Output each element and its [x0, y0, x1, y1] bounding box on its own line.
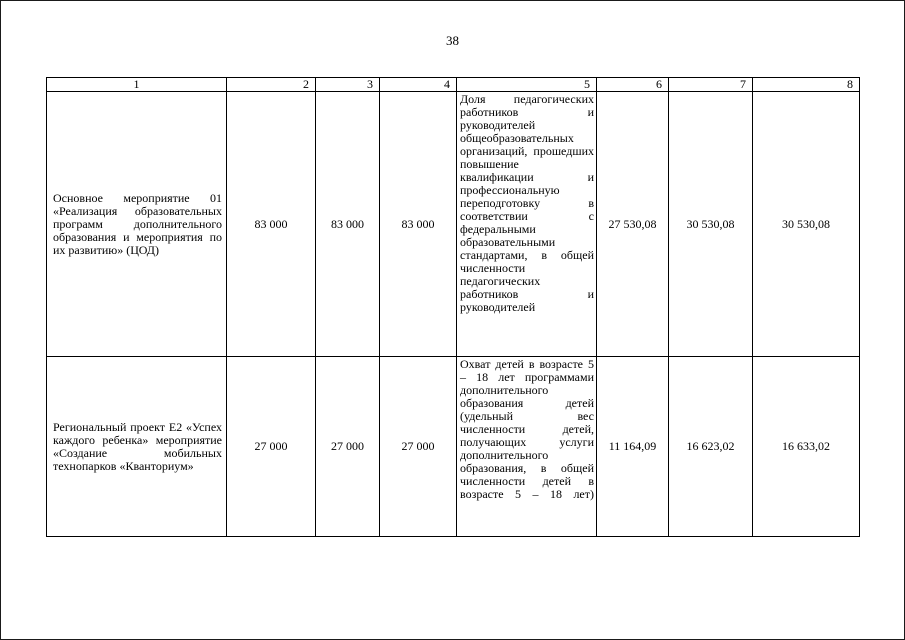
value-cell: 30 530,08 [669, 92, 753, 357]
value-cell: 16 623,02 [669, 357, 753, 537]
column-header: 3 [316, 78, 380, 92]
page-number: 38 [446, 33, 459, 48]
value-cell: 83 000 [227, 92, 316, 357]
table-row [47, 357, 860, 537]
value-cell: 11 164,09 [597, 357, 669, 537]
column-header: 7 [669, 78, 753, 92]
value-cell: 27 000 [380, 357, 457, 537]
column-header: 2 [227, 78, 316, 92]
header-row [47, 78, 860, 92]
column-header: 5 [457, 78, 597, 92]
indicator-cell [457, 357, 597, 537]
data-table [46, 77, 860, 537]
column-header: 1 [47, 78, 227, 92]
column-header: 6 [597, 78, 669, 92]
indicator-cell [457, 92, 597, 357]
value-cell: 27 000 [227, 357, 316, 537]
column-header: 8 [753, 78, 860, 92]
indicator-text: Охват детей в возрасте 5 – 18 лет программами дополнительного образования детей (удельный вес численности детей, получающих услуги дополнительного образования, в общей численности детей в возрасте 5 – 18 лет) [460, 357, 594, 501]
value-cell: 27 530,08 [597, 92, 669, 357]
event-cell: Основное мероприятие 01 «Реализация образовательных программ дополнительного образования и мероприятия по их развитию» (ЦОД) [47, 92, 227, 357]
value-cell: 27 000 [316, 357, 380, 537]
value-cell: 16 633,02 [753, 357, 860, 537]
value-cell: 83 000 [316, 92, 380, 357]
indicator-text: Доля педагогических работников и руководителей общеобразовательных организаций, прошедших повышение квалификации и профессиональную переподготовку в соответствии с федеральными образовательными стандартами, в общей численности педагогических работников и руководителей [460, 92, 594, 314]
event-cell: Региональный проект Е2 «Успех каждого ребенка» мероприятие «Создание мобильных технопарков «Кванториум» [47, 357, 227, 537]
table-row [47, 92, 860, 357]
value-cell: 83 000 [380, 92, 457, 357]
column-header: 4 [380, 78, 457, 92]
value-cell: 30 530,08 [753, 92, 860, 357]
